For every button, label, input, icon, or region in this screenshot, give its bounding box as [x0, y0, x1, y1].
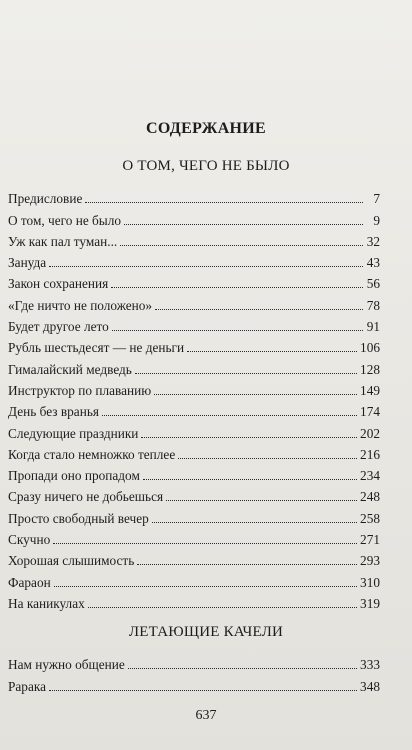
toc-entry — [8, 569, 380, 590]
dot-leader — [49, 265, 363, 267]
toc-entry — [8, 652, 380, 673]
toc-entry-title: Пропади оно пропадом — [8, 468, 140, 484]
toc-entry-title: Рарака — [8, 678, 47, 694]
toc-entry-title: Инструктор по плаванию — [8, 382, 152, 398]
dot-leader — [155, 308, 363, 310]
toc-entry-title: Когда стало немножко теплее — [8, 446, 176, 462]
toc-entry — [8, 527, 380, 548]
toc-entry-title: Скучно — [8, 532, 51, 548]
toc-entry-page: 106 — [360, 340, 380, 356]
toc-entry-title: Фараон — [8, 574, 51, 590]
toc-entry-title: О том, чего не было — [8, 212, 122, 228]
toc-entry-page: 348 — [360, 678, 380, 694]
dot-leader — [137, 563, 357, 565]
toc-entry-page: 32 — [366, 233, 380, 249]
toc-entry — [8, 229, 380, 250]
toc-entry — [8, 250, 380, 271]
toc-entry-title: Сразу ничего не добьешься — [8, 489, 164, 505]
toc-entry — [8, 335, 380, 356]
toc-entry-page: 258 — [360, 510, 380, 526]
dot-leader — [54, 585, 357, 587]
toc-entry-title: День без вранья — [8, 404, 99, 420]
toc-entry — [8, 591, 380, 612]
toc-entry — [8, 484, 380, 505]
dot-leader — [111, 286, 363, 288]
toc-entry-page: 293 — [360, 553, 380, 569]
toc-entry-page: 9 — [373, 212, 380, 228]
toc-entry-page: 149 — [360, 382, 380, 398]
toc-entry — [8, 314, 380, 335]
toc-entry-page: 43 — [366, 255, 380, 271]
toc-entry-page: 56 — [366, 276, 380, 292]
toc-entry — [8, 673, 380, 694]
section-title-2: ЛЕТАЮЩИЕ КАЧЕЛИ — [128, 624, 284, 640]
toc-entry-title: Будет другое лето — [8, 319, 109, 335]
toc-entry-title: Нам нужно общение — [8, 657, 125, 673]
toc-entry-title: «Где ничто не положено» — [8, 297, 153, 313]
toc-entry-page: 310 — [360, 574, 380, 590]
toc-entry — [8, 207, 380, 228]
toc-entry-page: 7 — [373, 191, 380, 207]
toc-entry — [8, 463, 380, 484]
toc-entry-page: 333 — [360, 657, 380, 673]
dot-leader — [88, 606, 357, 608]
toc-entry-title: На каникулах — [8, 595, 85, 611]
toc-entry — [8, 271, 380, 292]
toc-entry-title: Закон сохранения — [8, 276, 109, 292]
toc-entry-title: Следующие праздники — [8, 425, 139, 441]
dot-leader — [143, 478, 357, 480]
toc-entry-title: Предисловие — [8, 191, 83, 207]
dot-leader — [141, 436, 357, 438]
toc-entry-page: 319 — [360, 595, 380, 611]
dot-leader — [135, 372, 357, 374]
dot-leader — [154, 393, 357, 395]
dot-leader — [128, 667, 357, 669]
toc-entry-title: Просто свободный вечер — [8, 510, 149, 526]
toc-entry-page: 248 — [360, 489, 380, 505]
contents-heading: СОДЕРЖАНИЕ — [145, 120, 267, 137]
toc-entry — [8, 420, 380, 441]
dot-leader — [166, 499, 357, 501]
toc-entry-page: 202 — [360, 425, 380, 441]
toc-entry-title: Рубль шестьдесят — не деньги — [8, 340, 185, 356]
toc-entry — [8, 399, 380, 420]
toc-entry-page: 234 — [360, 468, 380, 484]
toc-entry-page: 128 — [360, 361, 380, 377]
toc-entry-title: Гималайский медведь — [8, 361, 132, 377]
dot-leader — [178, 457, 357, 459]
toc-entry — [8, 378, 380, 399]
toc-list-section-2 — [8, 652, 380, 695]
toc-entry-page: 271 — [360, 532, 380, 548]
toc-entry — [8, 356, 380, 377]
dot-leader — [53, 542, 357, 544]
toc-entry-title: Зануда — [8, 255, 47, 271]
dot-leader — [120, 244, 363, 246]
dot-leader — [85, 201, 363, 203]
toc-entry-page: 216 — [360, 446, 380, 462]
toc-entry-page: 91 — [366, 319, 380, 335]
toc-entry — [8, 292, 380, 313]
toc-entry — [8, 548, 380, 569]
toc-entry-title: Уж как пал туман... — [8, 233, 118, 249]
dot-leader — [152, 521, 357, 523]
toc-entry-title: Хорошая слышимость — [8, 553, 135, 569]
toc-entry — [8, 442, 380, 463]
toc-list-section-1 — [8, 186, 380, 612]
dot-leader — [124, 223, 363, 225]
toc-entry — [8, 505, 380, 526]
toc-entry-page: 174 — [360, 404, 380, 420]
dot-leader — [112, 329, 363, 331]
dot-leader — [187, 350, 357, 352]
dot-leader — [49, 689, 357, 691]
section-title-1: О ТОМ, ЧЕГО НЕ БЫЛО — [122, 158, 290, 174]
toc-entry — [8, 186, 380, 207]
page-number: 637 — [195, 708, 217, 723]
toc-entry-page: 78 — [366, 297, 380, 313]
dot-leader — [102, 414, 357, 416]
